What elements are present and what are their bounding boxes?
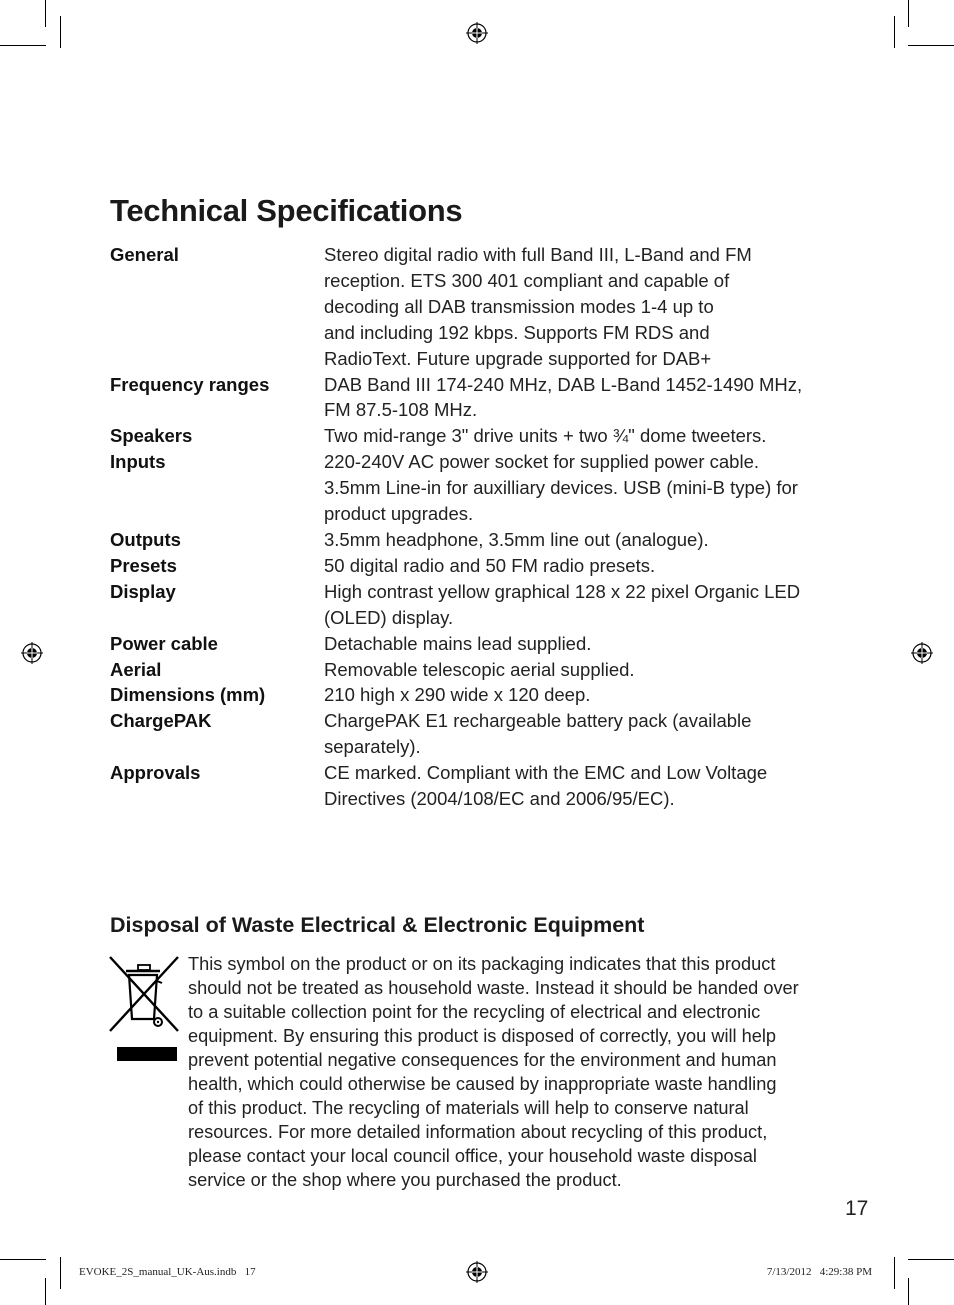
spec-row <box>110 657 850 683</box>
spec-table <box>110 242 850 812</box>
crop-mark <box>0 1259 46 1260</box>
spec-value: ChargePAK E1 rechargeable battery pack (available separately). <box>324 710 752 758</box>
crop-mark <box>908 1278 909 1305</box>
spec-label: Display <box>110 580 176 602</box>
spec-label: Frequency ranges <box>110 373 270 395</box>
crop-mark <box>908 45 954 46</box>
print-slug-file: EVOKE_2S_manual_UK-Aus.indb 17 <box>79 1266 256 1278</box>
crossed-out-wheelie-bin-icon <box>108 955 180 1065</box>
registration-mark-icon <box>21 642 43 664</box>
registration-mark-icon <box>466 1261 488 1283</box>
spec-row <box>110 372 850 424</box>
crop-mark <box>45 1278 46 1305</box>
spec-value: 50 digital radio and 50 FM radio presets. <box>324 554 656 576</box>
spec-row <box>110 760 850 812</box>
spec-value: Two mid-range 3" drive units + two ¾" dome tweeters. <box>324 425 767 447</box>
spec-value: 3.5mm headphone, 3.5mm line out (analogue). <box>324 528 709 550</box>
spec-row <box>110 631 850 657</box>
crop-mark <box>60 16 61 48</box>
print-slug-timestamp: 7/13/2012 4:29:38 PM <box>766 1266 872 1278</box>
disposal-text: This symbol on the product or on its packaging indicates that this product should not be treated as household waste. Instead it should be handed over to a suitable collection point for the recycling of electrical and electronic equipment. By ensuring this product is disposed of correctly, you will help prevent potential negative consequences for the environment and human health, which could otherwise be caused by inappropriate waste handling of this product. The recycling of materials will help to conserve natural resources. For more detailed information about recycling of this product, please contact your local council office, your household waste disposal service or the shop where you purchased the product. <box>188 954 799 1190</box>
spec-row <box>110 579 850 631</box>
crop-mark <box>908 0 909 27</box>
spec-label: Speakers <box>110 425 193 447</box>
spec-value: High contrast yellow graphical 128 x 22 pixel Organic LED (OLED) display. <box>324 580 801 628</box>
registration-mark-icon <box>466 22 488 44</box>
crop-mark <box>45 0 46 27</box>
spec-value: Detachable mains lead supplied. <box>324 632 592 654</box>
spec-label: Approvals <box>110 762 201 784</box>
crop-mark <box>0 45 46 46</box>
crop-mark <box>60 1257 61 1289</box>
crop-mark <box>894 1257 895 1289</box>
spec-label: Power cable <box>110 632 218 654</box>
crop-mark <box>908 1259 954 1260</box>
spec-value: CE marked. Compliant with the EMC and Low Voltage Directives (2004/108/EC and 2006/95/EC). <box>324 762 768 810</box>
spec-row <box>110 527 850 553</box>
spec-label: Presets <box>110 554 177 576</box>
spec-label: General <box>110 244 179 265</box>
spec-row <box>110 449 850 527</box>
spec-value: Removable telescopic aerial supplied. <box>324 658 635 680</box>
spec-label: Outputs <box>110 528 181 550</box>
spec-label: Dimensions (mm) <box>110 684 266 706</box>
spec-row <box>110 708 850 760</box>
spec-row <box>110 553 850 579</box>
spec-value: Stereo digital radio with full Band III, L-Band and FM reception. ETS 300 401 compliant and capable of decoding all DAB transmission modes 1-4 up to and including 192 kbps. Supports FM RDS and RadioText. Future upgrade supported for DAB+ <box>324 244 752 369</box>
disposal-heading: Disposal of Waste Electrical & Electronic Equipment <box>110 913 645 937</box>
page-title: Technical Specifications <box>110 193 463 228</box>
spec-row <box>110 423 850 449</box>
registration-mark-icon <box>911 642 933 664</box>
crop-mark <box>894 16 895 48</box>
spec-value: 210 high x 290 wide x 120 deep. <box>324 684 591 706</box>
spec-label: ChargePAK <box>110 710 212 732</box>
spec-label: Aerial <box>110 658 162 680</box>
spec-label: Inputs <box>110 451 166 473</box>
spec-row <box>110 682 850 708</box>
page-number: 17 <box>845 1197 869 1220</box>
spec-value: 220-240V AC power socket for supplied power cable. 3.5mm Line-in for auxilliary devices. USB (mini-B type) for product upgrades. <box>324 451 798 525</box>
spec-value: DAB Band III 174-240 MHz, DAB L-Band 1452-1490 MHz, FM 87.5-108 MHz. <box>324 373 803 421</box>
spec-row <box>110 242 850 372</box>
